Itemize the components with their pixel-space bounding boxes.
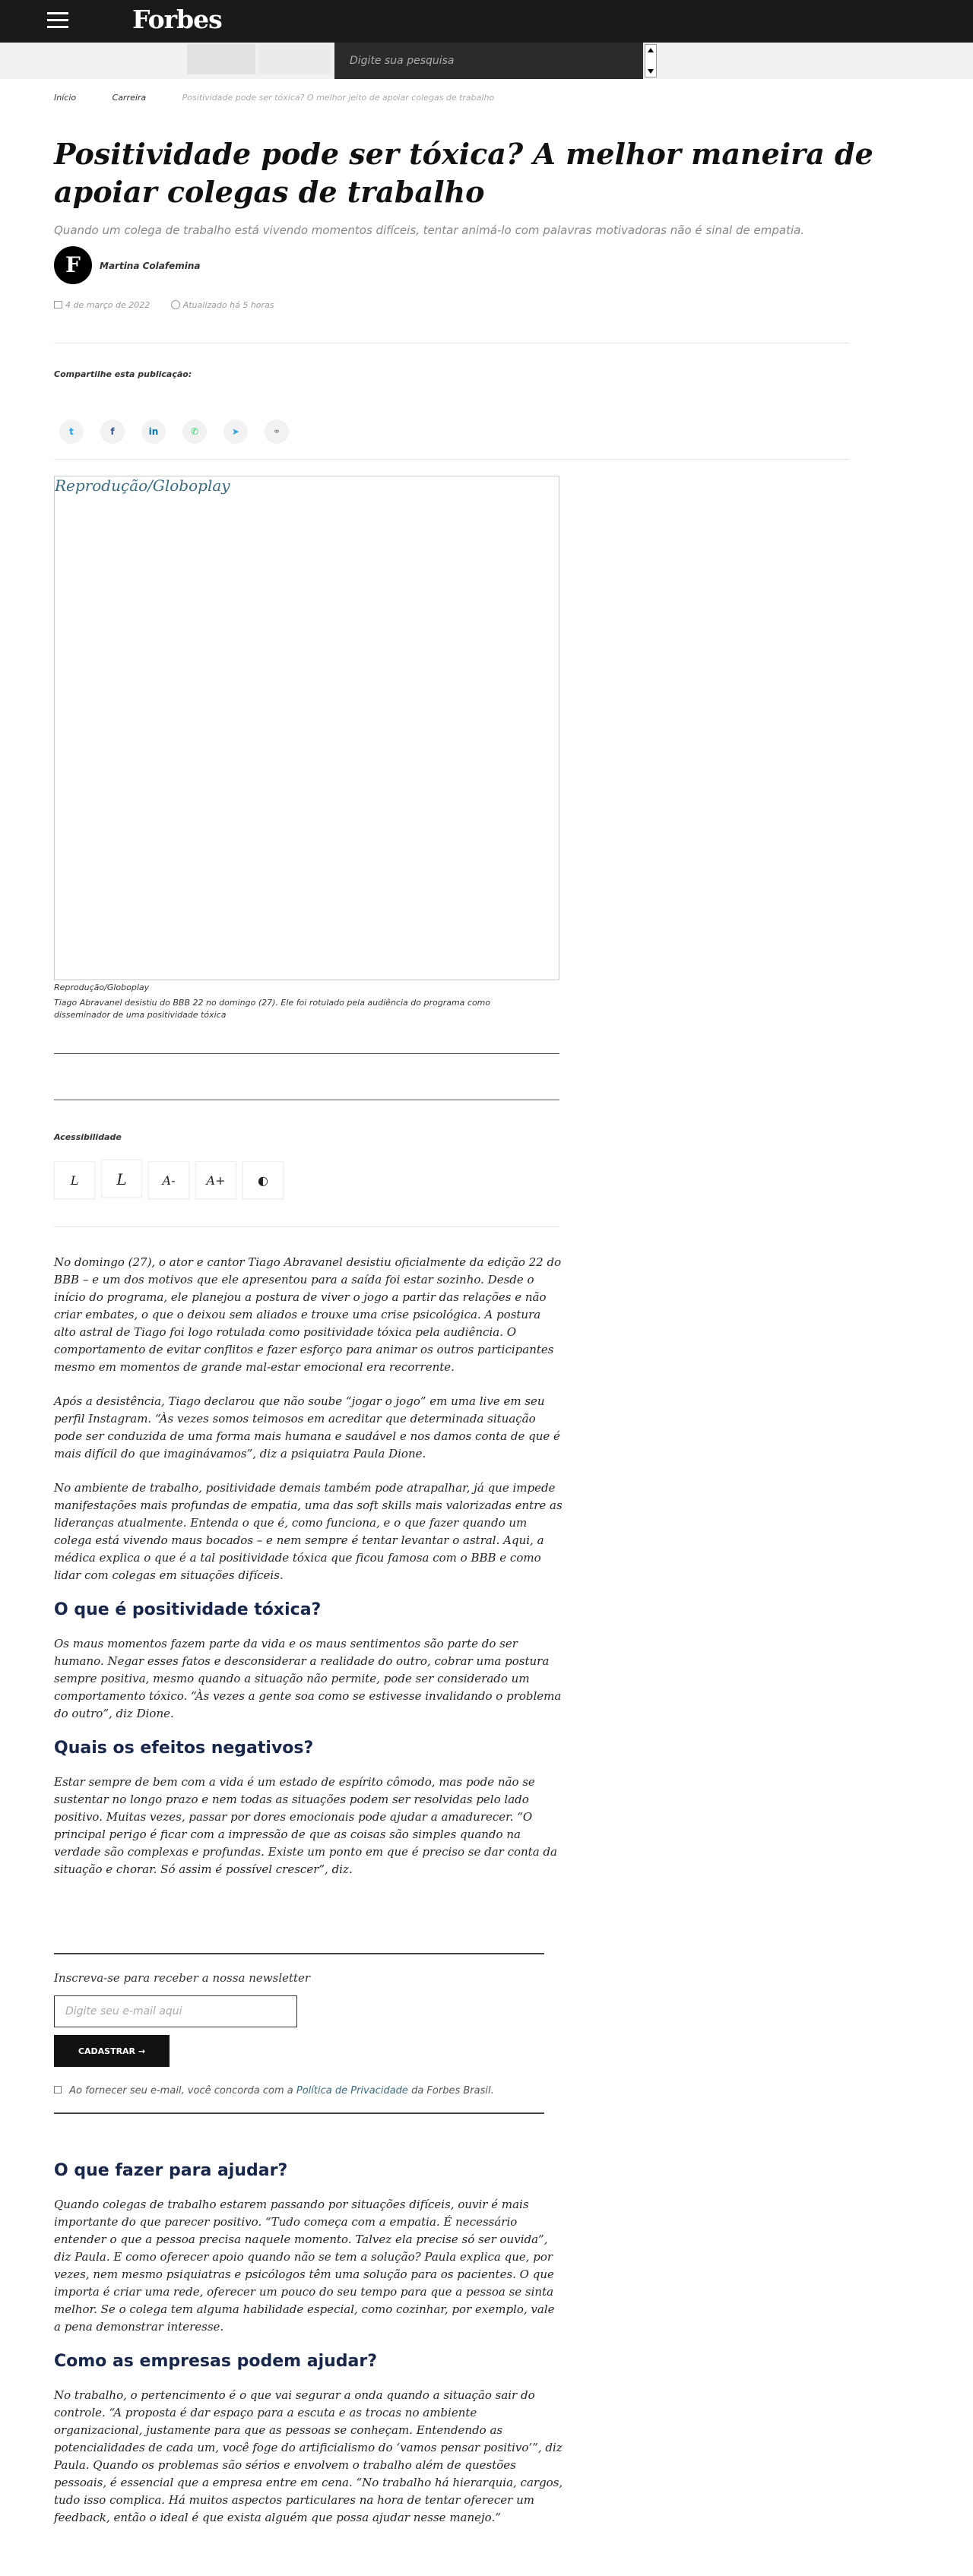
article-body-continued	[54, 2162, 563, 2543]
telegram-share-icon[interactable]: ➤	[223, 419, 248, 444]
divider	[54, 1953, 544, 1954]
newsletter-email-input[interactable]	[54, 1995, 297, 2027]
photo-caption: Tiago Abravanel desistiu do BBB 22 no domingo (27). Ele foi rotulado pela audiência do programa como disseminador de uma positividade tóxica	[54, 998, 491, 1020]
article-paragraph: No trabalho, o pertencimento é o que vai segurar a onda quando a situação sair do controle. “A proposta é dar espaço para a escuta e as trocas no ambiente organizacional, justamente para que as pessoas se conheçam. Entendendo as potencialidades de cada um, você foge do artificialismo do ‘vamos pensar positivo’”, diz Paula. Quando os problemas são sérios e envolvem o trabalho além de questões pessoais, é essencial que a empresa entre em cena. “No trabalho há hierarquia, cargos, tudo isso complica. Há muitos aspectos particulares na hora de tentar oferecer um feedback, então o ideal é que exista alguém que possa ajudar nesse manejo.”	[54, 2388, 563, 2524]
author-avatar[interactable]: F	[54, 246, 92, 284]
divider	[54, 459, 848, 460]
breadcrumb-section[interactable]: Carreira	[112, 93, 147, 103]
breadcrumb-current: Positividade pode ser tóxica? O melhor jeito de apoiar colegas de trabalho	[182, 93, 495, 103]
article-paragraph: No ambiente de trabalho, positividade demais também pode atrapalhar, já que impede manifestações mais profundas de empatia, uma das soft skills mais valorizadas entre as lideranças atualmente. Entenda o que é, como funciona, e o que fazer quando um colega está vivendo maus bocados – e nem sempre é tentar levantar o astral. Aqui, a médica explica o que é a tal positividade tóxica que ficou famosa com o BBB e como lidar com colegas em situações difíceis.	[54, 1481, 563, 1582]
search-input[interactable]	[334, 43, 643, 79]
photo-credit: Reprodução/Globoplay	[54, 983, 150, 992]
breadcrumb-home[interactable]: Início	[54, 93, 77, 103]
published-date: 4 de março de 2022	[65, 300, 151, 310]
arrow-down-icon[interactable]	[648, 69, 654, 74]
article-body	[54, 1254, 563, 1895]
search-strip-tab	[187, 44, 255, 74]
contrast-button[interactable]: ◐	[242, 1161, 284, 1199]
menu-icon[interactable]	[47, 12, 68, 29]
article-paragraph: Estar sempre de bem com a vida é um estado de espírito cômodo, mas pode não se sustentar no longo prazo e nem todas as situações podem ser resolvidas pelo lado positivo. Muitas vezes, passar por dores emocionais pode ajudar a amadurecer. “O principal perigo é ficar com a impressão de que as coisas são simples quando na verdade são complexas e profundas. Existe um ponto em que é preciso se dar conta da situação e chorar. Só assim é possível crescer”, diz.	[54, 1775, 557, 1876]
share-buttons	[59, 419, 306, 444]
font-serif-button[interactable]: L	[54, 1161, 95, 1199]
accessibility-toolbar	[54, 1160, 290, 1199]
article-dates	[54, 300, 274, 310]
whatsapp-share-icon[interactable]: ✆	[182, 419, 207, 444]
article-paragraph: Quando colegas de trabalho estarem passando por situações difíceis, ouvir é mais importante do que parecer positivo. “Tudo começa com a empatia. É necessário entender o que a pessoa precisa naquele momento. Talvez ela precise só ser ouvida”, diz Paula. E como oferecer apoio quando não se tem a solução? Paula explica que, por vezes, nem mesmo psiquiatras e psicólogos têm uma solução para os pacientes. O que importa é criar uma rede, oferecer um pouco do seu tempo para que a pessoa se sinta melhor. Se o colega tem alguma habilidade especial, como cozinhar, por exemplo, vale a pena demonstrar interesse.	[54, 2198, 555, 2334]
facebook-share-icon[interactable]: f	[100, 419, 125, 444]
article-paragraph: Os maus momentos fazem parte da vida e os maus sentimentos são parte do ser humano. Negar esses fatos e desconsiderar a realidade do outro, cobrar uma postura sempre positiva, mesmo quando a situação não permite, pode ser considerado um comportamento tóxico. “Às vezes a gente soa como se estivesse invalidando o problema do outro”, diz Dione.	[54, 1637, 562, 1720]
image-alt-text: Reprodução/Globoplay	[55, 476, 230, 495]
page-subtitle: Quando um colega de trabalho está vivendo momentos difíceis, tentar animá-lo com palavras motivadoras não é sinal de empatia.	[54, 223, 805, 237]
calendar-icon	[54, 301, 62, 309]
increase-font-button[interactable]: A+	[195, 1161, 236, 1199]
decrease-font-button[interactable]: A-	[148, 1161, 189, 1199]
divider	[54, 1053, 559, 1054]
font-italic-button[interactable]: L	[101, 1160, 142, 1198]
author-name[interactable]: Martina Colafemina	[100, 261, 201, 271]
twitter-share-icon[interactable]: t	[59, 419, 84, 444]
section-heading: O que é positividade tóxica?	[54, 1600, 322, 1619]
newsletter-submit-button[interactable]: CADASTRAR →	[54, 2035, 170, 2067]
forbes-logo[interactable]: Forbes	[132, 5, 222, 34]
breadcrumb	[54, 93, 528, 103]
privacy-policy-link[interactable]: Política de Privacidade	[296, 2085, 408, 2097]
arrow-up-icon[interactable]	[648, 48, 654, 52]
newsletter-title: Inscreva-se para receber a nossa newsletter	[54, 1971, 311, 1985]
divider	[54, 1226, 559, 1227]
article-paragraph: Após a desistência, Tiago declarou que não soube “jogar o jogo” em uma live em seu perfil Instagram. “Às vezes somos teimosos em acreditar que determinada situação pode ser conduzida de uma forma mais humana e saudável e nos damos conta de que é mais difícil do que imaginávamos”, diz a psiquiatra Paula Dione.	[54, 1394, 560, 1460]
search-scroll-control[interactable]	[645, 44, 657, 78]
consent-text: Ao fornecer seu e-mail, você concorda com a	[69, 2085, 293, 2097]
newsletter-consent	[54, 2081, 544, 2102]
divider	[54, 2112, 544, 2114]
page-title: Positividade pode ser tóxica? A melhor maneira de apoiar colegas de trabalho	[54, 137, 873, 209]
search-strip-button[interactable]	[258, 44, 331, 74]
share-label: Compartilhe esta publicação:	[54, 369, 192, 379]
consent-text-end: da Forbes Brasil.	[411, 2085, 494, 2097]
section-heading: Como as empresas podem ajudar?	[54, 2352, 377, 2371]
consent-checkbox[interactable]	[54, 2086, 62, 2093]
linkedin-share-icon[interactable]: in	[141, 419, 166, 444]
accessibility-label: Acessibilidade	[54, 1132, 122, 1142]
updated-date: Atualizado há 5 horas	[182, 300, 274, 310]
section-heading: Quais os efeitos negativos?	[54, 1739, 314, 1758]
top-navbar	[0, 0, 973, 43]
search-strip	[0, 43, 973, 79]
newsletter-signup	[54, 1953, 544, 2114]
article-image	[54, 476, 559, 980]
clock-icon	[171, 300, 180, 309]
article-paragraph: No domingo (27), o ator e cantor Tiago Abravanel desistiu oficialmente da edição 22 do BBB – e um dos motivos que ele apresentou para a saída foi estar sozinho. Desde o início do programa, ele planejou a postura de viver o jogo a partir das relações e não criar embates, o que o deixou sem aliados e trouxe uma crise psicológica. A postura alto astral de Tiago foi logo rotulada como positividade tóxica pela audiência. O comportamento de evitar conflitos e fazer esforço para animar os outros participantes mesmo em momentos de grande mal-estar emocional era recorrente.	[54, 1255, 562, 1374]
copy-link-share-icon[interactable]: ⚭	[265, 419, 289, 444]
section-heading: O que fazer para ajudar?	[54, 2161, 288, 2180]
